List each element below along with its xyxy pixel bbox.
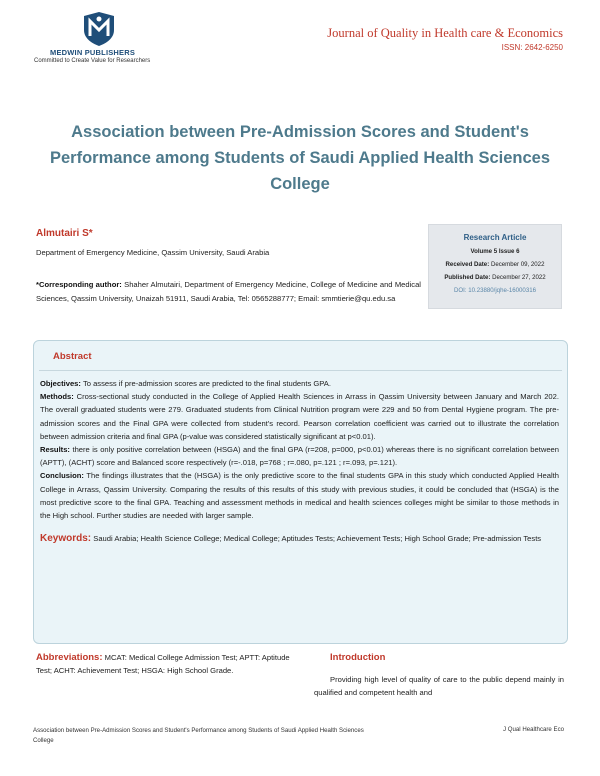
keywords-label: Keywords: bbox=[40, 533, 92, 545]
footer-title: Association between Pre-Admission Scores and Student's Performance among Students of Saudi Applied Health Sciences College bbox=[33, 727, 364, 744]
corresponding-author bbox=[36, 278, 421, 306]
abstract-methods bbox=[40, 390, 559, 443]
abstract-keywords bbox=[40, 532, 559, 545]
abstract-results bbox=[40, 443, 559, 469]
objectives-text: To assess if pre-admission scores are predicted to the final students GPA. bbox=[82, 379, 331, 388]
medwin-logo-icon bbox=[80, 12, 118, 46]
author-name: Almutairi S* bbox=[36, 228, 93, 239]
abstract-conclusion bbox=[40, 469, 559, 522]
publisher-name: MEDWIN PUBLISHERS bbox=[50, 48, 136, 57]
abbreviations-label: Abbreviations: bbox=[36, 652, 103, 663]
article-info-box bbox=[428, 224, 562, 309]
journal-name[interactable]: Journal of Quality in Health care & Economics bbox=[327, 26, 563, 40]
affiliation: Department of Emergency Medicine, Qassim University, Saudi Arabia bbox=[36, 248, 270, 257]
corresponding-label: *Corresponding author: bbox=[36, 280, 122, 289]
publisher-logo-block bbox=[28, 12, 178, 64]
results-text: there is only positive correlation between (HSGA) and the final GPA (r=208, p=000, p<0.01) whereas there is no significant correlation between (APTT), (ACHT) score and Balanced score respectively (r=-.018, p=768 ; r=.080, p=.121 ; r=.093, p=.121). bbox=[40, 445, 559, 468]
abstract-box bbox=[33, 340, 568, 644]
publisher-tagline: Committed to Create Value for Researchers bbox=[34, 58, 151, 64]
corresponding-text: Shaher Almutairi, Department of Emergency Medicine, College of Medicine and Medical Sciences, Qassim University, Unaizah 51911, Saudi Arabia, Tel: 0565288777; Email: smmtierie@qu.edu.sa bbox=[36, 280, 421, 303]
abbreviations-text: MCAT: Medical College Admission Test; APTT: Aptitude Test; ACHT: Achievement Test; HSGA: High School Grade. bbox=[36, 653, 290, 675]
objectives-label: Objectives: bbox=[40, 379, 81, 388]
introduction-text: Providing high level of quality of care to the public depend mainly in qualified and competent health and bbox=[314, 675, 564, 697]
introduction-heading: Introduction bbox=[330, 652, 386, 663]
doi-link[interactable]: DOI: 10.23880/jqhe-16000316 bbox=[454, 287, 536, 294]
received-label: Received Date: bbox=[445, 261, 490, 268]
methods-text: Cross-sectional study conducted in the College of Applied Health Sciences in Arrass in Qassim University between January and March 202. The overall graduated students were 279. Graduated students from Clinical Nutrition program were 229 and 50 from Dental Hygiene program. The pre-admission scores and the Final GPA were collected from student's record. Pearson correlation coefficient was carried out to illustrate the correlation between admission criteria and final GPA (p-value was considered statistically significant at p<0.01). bbox=[40, 392, 559, 441]
published-date bbox=[429, 274, 561, 281]
results-label: Results: bbox=[40, 445, 70, 455]
abbreviations bbox=[36, 652, 294, 677]
conclusion-label: Conclusion: bbox=[40, 471, 84, 481]
abstract-body bbox=[40, 377, 559, 545]
abstract-objectives bbox=[40, 377, 559, 390]
volume-text: Volume 5 Issue 6 bbox=[470, 248, 520, 255]
published-label: Published Date: bbox=[444, 274, 491, 281]
article-type: Research Article bbox=[463, 233, 527, 242]
abstract-divider bbox=[39, 370, 562, 371]
abstract-heading: Abstract bbox=[53, 351, 92, 362]
keywords-text: Saudi Arabia; Health Science College; Medical College; Aptitudes Tests; Achievement Tests; High School Grade; Pre-admission Tests bbox=[93, 534, 542, 544]
received-value: December 09, 2022 bbox=[490, 261, 545, 268]
volume-issue bbox=[429, 248, 561, 255]
journal-issn: ISSN: 2642-6250 bbox=[501, 43, 563, 52]
published-value: December 27, 2022 bbox=[492, 274, 546, 281]
conclusion-text: The findings illustrates that the (HSGA) is the only predictive score to the final students GPA in this study which conducted Applied Health College in Arrass, Qassim University. Comparing the results of this results of this study with previous studies, it could be concluded that (HSGA) is the most predictive score to the final GPA. Teaching and assessment methods in medical and health sciences colleges might be similar to those methods in the High school. Further studies are needed with larger sample. bbox=[40, 471, 559, 521]
received-date bbox=[429, 261, 561, 268]
paper-title: Association between Pre-Admission Scores and Student's Performance among Students of Saudi Applied Health Sciences College bbox=[50, 123, 550, 193]
footer-journal: J Qual Healthcare Eco bbox=[503, 726, 564, 733]
journal-header bbox=[327, 26, 563, 52]
methods-label: Methods: bbox=[40, 392, 74, 402]
